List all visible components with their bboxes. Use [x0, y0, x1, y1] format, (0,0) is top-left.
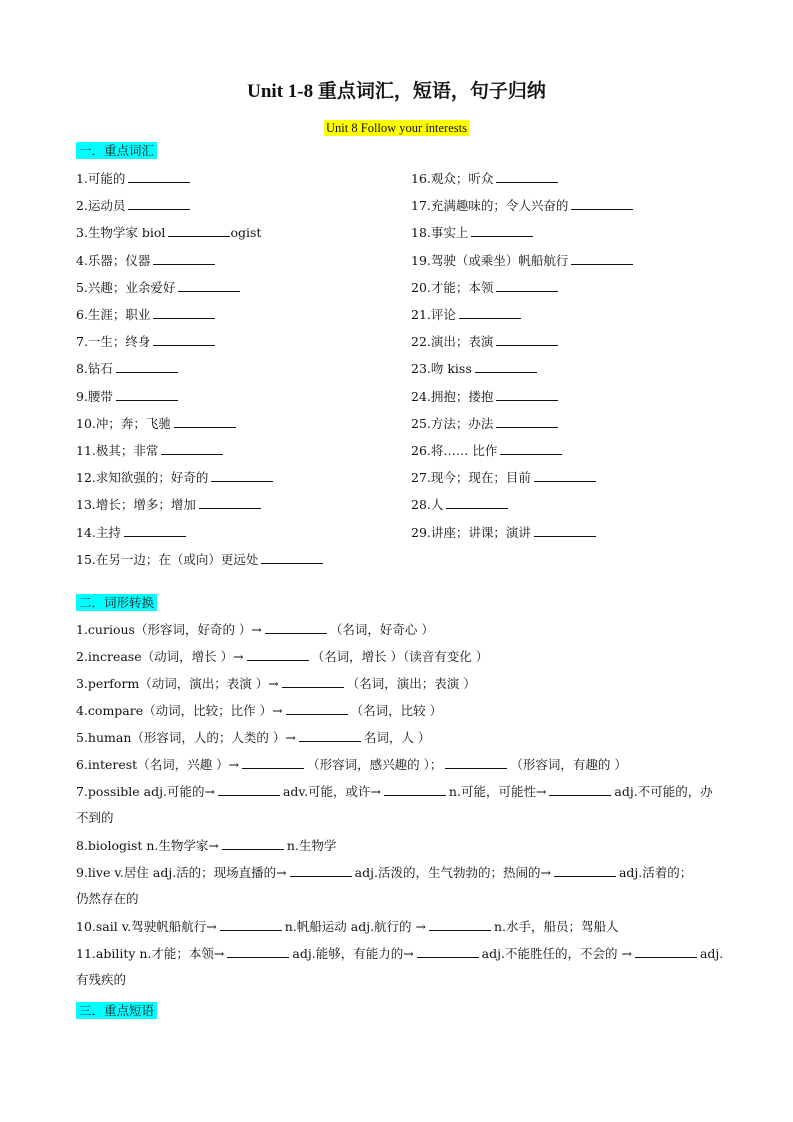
word-form-text: 1.curious（形容词，好奇的 ）→: [76, 622, 262, 637]
answer-blank[interactable]: [475, 360, 537, 373]
vocab-item: [76, 442, 226, 459]
word-form-text: 5.human（形容词，人的；人类的 ）→: [76, 730, 296, 745]
word-form-line-11-cont: [76, 972, 126, 988]
answer-blank[interactable]: [124, 524, 186, 537]
word-form-text: （名词，好奇心 ）: [329, 622, 434, 637]
vocab-item-label: 19.驾驶（或乘坐）帆船航行: [411, 252, 569, 268]
vocab-item: [76, 333, 218, 350]
word-form-line-3: [76, 675, 476, 692]
unit-subtitle: Unit 8 Follow your interests: [326, 121, 467, 135]
word-form-text: adj.活泼的，生气勃勃的；热闹的→: [354, 865, 551, 880]
answer-blank[interactable]: [384, 783, 446, 796]
answer-blank[interactable]: [153, 306, 215, 319]
vocab-item-label: 17.充满趣味的；令人兴奋的: [411, 198, 569, 214]
answer-blank[interactable]: [635, 945, 697, 958]
word-form-text: （形容词，有趣的 ）: [510, 757, 627, 772]
word-form-text: （名词，演出；表演 ）: [346, 676, 476, 691]
vocab-item: [76, 496, 264, 513]
answer-blank[interactable]: [222, 837, 284, 850]
vocab-item: [76, 524, 189, 541]
answer-blank[interactable]: [445, 756, 507, 769]
vocab-item: [411, 279, 561, 296]
vocab-item-label: 6.生涯；职业: [76, 307, 151, 322]
answer-blank[interactable]: [211, 469, 273, 482]
vocab-item: [76, 252, 218, 269]
vocab-item: [76, 279, 243, 296]
word-form-text: 名词，人 ）: [363, 730, 431, 745]
vocab-item: [76, 306, 218, 323]
answer-blank[interactable]: [571, 252, 633, 265]
vocab-item-suffix: ogist: [230, 225, 262, 241]
word-form-text: 有残疾的: [76, 972, 127, 987]
answer-blank[interactable]: [128, 170, 190, 183]
vocab-item: [411, 442, 565, 459]
vocab-item-label: 15.在另一边；在（或向）更远处: [76, 551, 259, 567]
answer-blank[interactable]: [549, 783, 611, 796]
vocab-item-label: 11.极其；非常: [76, 443, 159, 458]
word-form-text: adj.: [699, 946, 724, 961]
word-form-line-1: [76, 621, 434, 638]
answer-blank[interactable]: [282, 675, 344, 688]
word-form-text: 10.sail v.驾驶帆船航行→: [76, 919, 217, 934]
answer-blank[interactable]: [242, 756, 304, 769]
word-form-text: （名词，增长 ）（读音有变化 ）: [311, 649, 489, 664]
answer-blank[interactable]: [220, 918, 282, 931]
answer-blank[interactable]: [128, 197, 190, 210]
vocab-item: [76, 197, 193, 214]
vocab-item-label: 20.才能；本领: [411, 279, 494, 295]
answer-blank[interactable]: [168, 224, 230, 237]
answer-blank[interactable]: [161, 442, 223, 455]
vocab-item-label: 22.演出；表演: [411, 334, 494, 350]
vocab-item-label: 7.一生；终身: [76, 334, 151, 350]
answer-blank[interactable]: [446, 496, 508, 509]
word-form-line-10: [76, 918, 619, 935]
word-form-text: 2.increase（动词，增长 ）→: [76, 649, 244, 664]
vocab-item-label: 4.乐器；仪器: [76, 252, 151, 268]
word-form-text: n.水手，船员；驾船人: [494, 919, 619, 934]
word-form-line-7-cont: [76, 810, 114, 826]
word-form-text: 6.interest（名词，兴趣 ）→: [76, 757, 240, 772]
word-form-text: （形容词，感兴趣的 ）；: [307, 757, 443, 772]
section-heading-word-forms: 二．词形转换: [76, 594, 157, 611]
vocab-item: [411, 524, 599, 541]
vocab-item-label: 3.生物学家 biol: [76, 225, 166, 241]
vocab-item-label: 5.兴趣；业余爱好: [76, 279, 176, 295]
answer-blank[interactable]: [178, 279, 240, 292]
word-form-text: 9.live v.居住 adj.活的；现场直播的→: [76, 865, 287, 880]
word-form-text: （名词，比较 ）: [350, 703, 443, 718]
word-form-text: 7.possible adj.可能的→: [76, 784, 215, 799]
word-form-line-5: [76, 729, 430, 746]
vocab-item: [76, 170, 193, 187]
word-form-text: n.生物学: [286, 838, 337, 853]
word-form-text: adj.不能胜任的，不会的 →: [481, 946, 632, 961]
word-form-line-2: [76, 648, 488, 665]
answer-blank[interactable]: [496, 415, 558, 428]
word-form-text: adv.可能，或许→: [282, 784, 381, 799]
word-form-line-4: [76, 702, 442, 719]
answer-blank[interactable]: [116, 360, 178, 373]
answer-blank[interactable]: [247, 648, 309, 661]
word-form-line-9-cont: [76, 891, 139, 907]
vocab-item-label: 8.钻石: [76, 361, 113, 377]
answer-blank[interactable]: [496, 388, 558, 401]
answer-blank[interactable]: [496, 170, 558, 183]
word-form-text: adj.不可能的，办: [614, 784, 713, 799]
answer-blank[interactable]: [153, 252, 215, 265]
answer-blank[interactable]: [218, 783, 280, 796]
answer-blank[interactable]: [496, 279, 558, 292]
word-form-text: n.可能，可能性→: [448, 784, 547, 799]
answer-blank[interactable]: [116, 388, 178, 401]
answer-blank[interactable]: [534, 524, 596, 537]
word-form-text: 3.perform（动词，演出；表演 ）→: [76, 676, 279, 691]
word-form-text: 不到的: [76, 810, 114, 825]
vocab-item-label: 2.运动员: [76, 198, 126, 214]
vocab-item-label: 12.求知欲强的；好奇的: [76, 470, 209, 486]
page-title: Unit 1-8 重点词汇，短语，句子归纳: [247, 81, 546, 102]
vocab-item: [76, 469, 276, 486]
word-form-text: adj.能够，有能力的→: [292, 946, 414, 961]
vocab-item-label: 24.拥抱；搂抱: [411, 388, 494, 404]
vocab-item-label: 27.现今；现在；目前: [411, 470, 531, 486]
vocab-item: [411, 306, 524, 323]
answer-blank[interactable]: [471, 224, 533, 237]
section-heading-phrases: 三．重点短语: [76, 1002, 157, 1019]
answer-blank[interactable]: [534, 469, 596, 482]
vocab-item-label: 23.吻 kiss: [411, 361, 472, 377]
vocab-item: [76, 415, 239, 432]
vocab-item: [411, 333, 561, 350]
vocab-item: [411, 197, 636, 214]
word-form-text: n.帆船运动 adj.航行的 →: [284, 919, 426, 934]
word-form-text: 4.compare（动词，比较；比作 ）→: [76, 703, 283, 718]
answer-blank[interactable]: [429, 918, 491, 931]
vocab-item-label: 29.讲座；讲课；演讲: [411, 524, 531, 540]
answer-blank[interactable]: [261, 551, 323, 564]
word-form-line-6: [76, 756, 627, 773]
word-form-line-8: [76, 837, 336, 854]
answer-blank[interactable]: [153, 333, 215, 346]
vocab-item-label: 21.评论: [411, 307, 456, 322]
vocab-item-label: 28.人: [411, 497, 444, 513]
word-form-line-11: [76, 945, 723, 962]
vocab-item-label: 26.将…… 比作: [411, 443, 498, 458]
vocab-item-label: 1.可能的: [76, 171, 126, 186]
answer-blank[interactable]: [286, 702, 348, 715]
vocab-item: [411, 388, 561, 405]
vocab-item: [411, 469, 599, 486]
answer-blank[interactable]: [299, 729, 361, 742]
vocab-item: [411, 224, 536, 241]
vocab-item: [411, 252, 636, 269]
word-form-line-7: [76, 783, 713, 800]
vocab-item: [411, 360, 540, 377]
answer-blank[interactable]: [459, 306, 521, 319]
vocab-item-label: 16.观众；听众: [411, 171, 494, 186]
answer-blank[interactable]: [227, 945, 289, 958]
vocab-item: [76, 551, 326, 568]
word-form-text: 11.ability n.才能；本领→: [76, 946, 225, 961]
vocab-item: [76, 224, 261, 241]
vocab-item-label: 25.方法；办法: [411, 415, 494, 431]
answer-blank[interactable]: [496, 333, 558, 346]
word-form-text: 仍然存在的: [76, 891, 139, 906]
answer-blank[interactable]: [265, 621, 327, 634]
answer-blank[interactable]: [417, 945, 479, 958]
vocab-item-label: 9.腰带: [76, 388, 113, 404]
word-form-text: adj.活着的；: [618, 865, 693, 880]
vocab-item-label: 14.主持: [76, 524, 121, 540]
vocab-item: [76, 388, 181, 405]
answer-blank[interactable]: [174, 415, 236, 428]
answer-blank[interactable]: [500, 442, 562, 455]
answer-blank[interactable]: [290, 864, 352, 877]
word-form-text: 8.biologist n.生物学家→: [76, 838, 219, 853]
vocab-item: [76, 360, 181, 377]
answer-blank[interactable]: [554, 864, 616, 877]
word-form-line-9: [76, 864, 692, 881]
vocab-item: [411, 415, 561, 432]
vocab-item-label: 18.事实上: [411, 225, 469, 241]
answer-blank[interactable]: [571, 197, 633, 210]
answer-blank[interactable]: [199, 496, 261, 509]
vocab-item-label: 10.冲；奔；飞驰: [76, 415, 171, 431]
vocab-item: [411, 170, 561, 187]
section-heading-vocabulary: 一．重点词汇: [76, 142, 157, 159]
vocab-item: [411, 496, 511, 513]
vocab-item-label: 13.增长；增多；增加: [76, 497, 196, 513]
